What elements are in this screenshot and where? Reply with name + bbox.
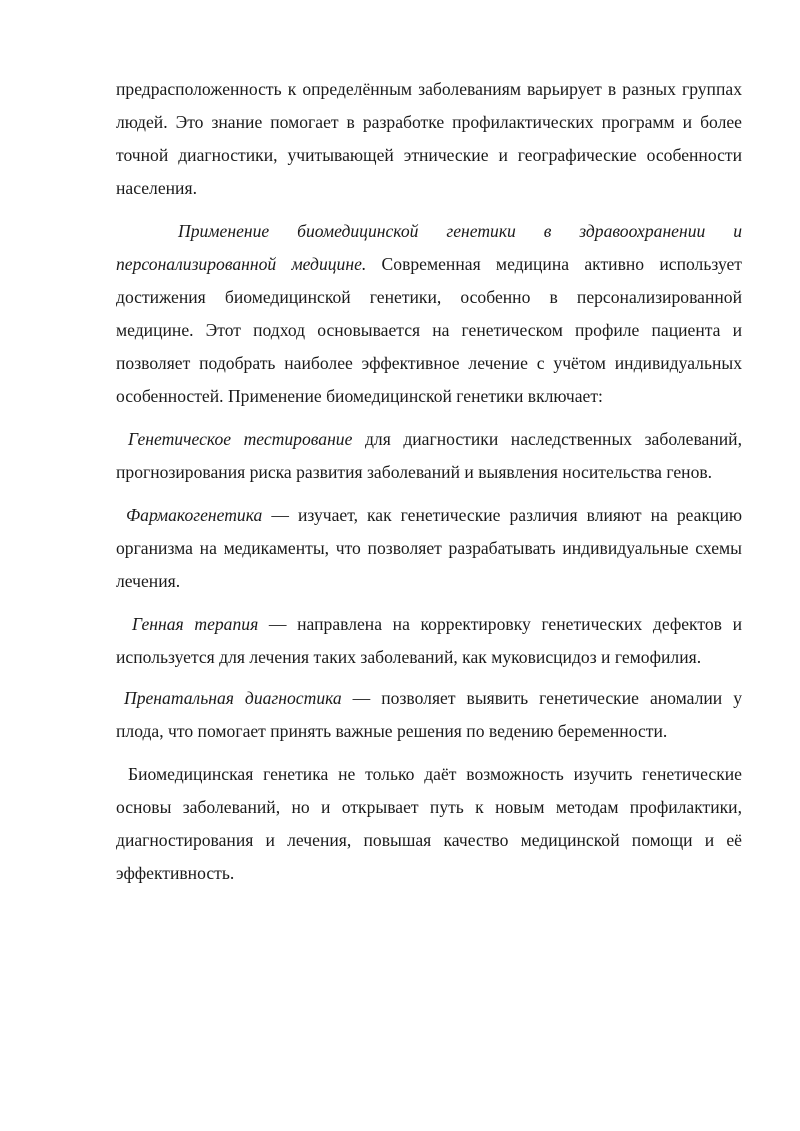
list-item-term: Генетическое тестирование — [128, 429, 353, 449]
conclusion-paragraph: Биомедицинская генетика не только даёт возможность изучить генетические основы заболеваний, но и открывает путь к новым методам профилактики, диагностирования и лечения, повышая качество медицинской помощи и её эффективность. — [116, 764, 742, 883]
intro-paragraph: предрасположенность к определённым заболеваниям варьирует в разных группах людей. Это знание помогает в разработке профилактических программ и более точной диагностики, учитывающей этнические и географические особенности населения. — [116, 79, 742, 198]
list-item-term: Генная терапия — [132, 614, 259, 634]
section-body: Современная медицина активно использует достижения биомедицинской генетики, особенно в персонализированной медицине. Этот подход основывается на генетическом профиле пациента и позволяет подобрать наиболее эффективное лечение с учётом индивидуальных особенностей. Применение биомедицинской генетики включает: — [116, 254, 743, 406]
list-item-text: — позволяет выявить генетические аномалии у плода, что помогает принять важные решения по ведению беременности. — [116, 688, 742, 741]
list-item — [116, 423, 742, 489]
list-item — [116, 682, 742, 748]
section-heading: Применение биомедицинской генетики в здравоохранении и персонализированной медицине. — [116, 221, 742, 274]
section-paragraph — [116, 215, 742, 413]
list-item — [116, 608, 742, 674]
list-item-term: Пренатальная диагностика — [124, 688, 342, 708]
list-item-text: для диагностики наследственных заболеваний, прогнозирования риска развития заболеваний и выявления носительства генов. — [116, 429, 743, 482]
list-item-text: — изучает, как генетические различия влияют на реакцию организма на медикаменты, что позволяет разрабатывать индивидуальные схемы лечения. — [116, 505, 742, 591]
document-body — [116, 73, 742, 890]
list-item-term: Фармакогенетика — [126, 505, 263, 525]
list-item-text: — направлена на корректировку генетических дефектов и используется для лечения таких заболеваний, как муковисцидоз и гемофилия. — [116, 614, 742, 667]
list-item — [116, 499, 742, 598]
